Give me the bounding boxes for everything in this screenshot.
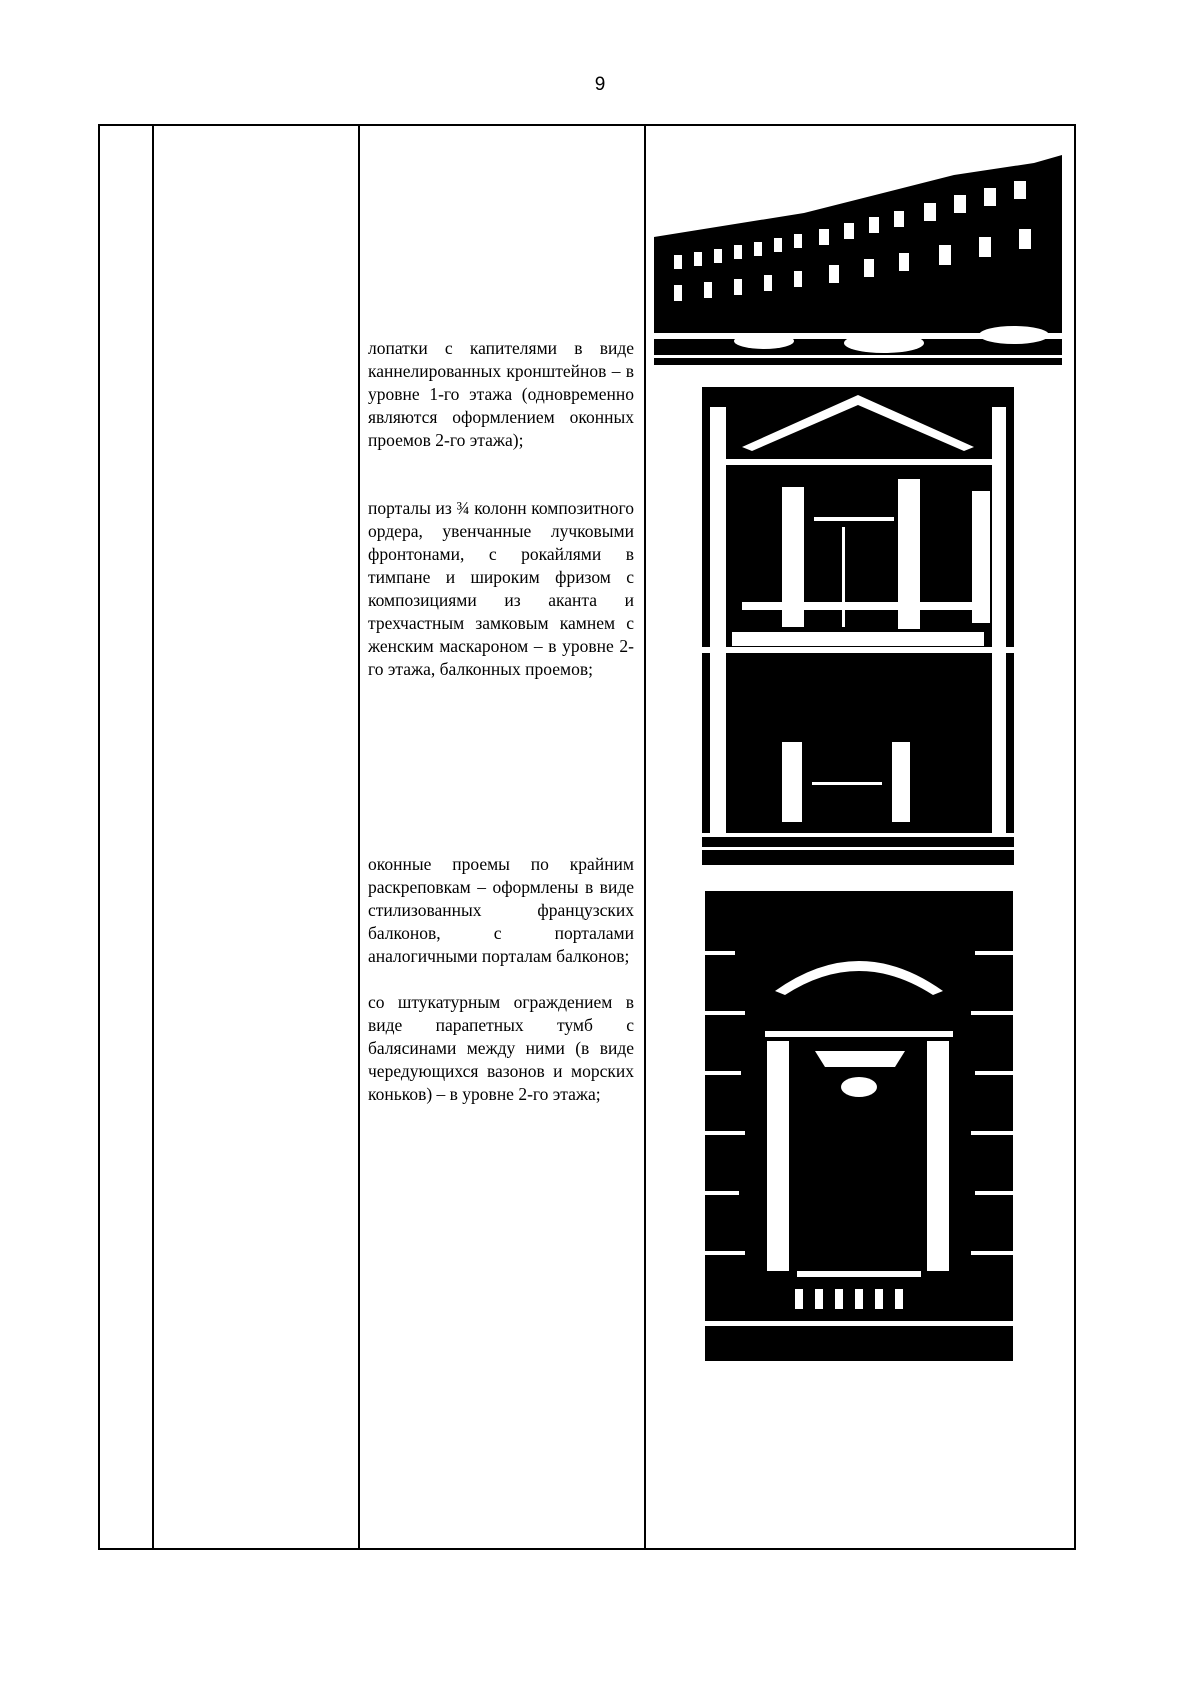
- column-divider-2: [358, 126, 360, 1548]
- column-divider-1: [152, 126, 154, 1548]
- window-balcony-photo: [705, 891, 1013, 1361]
- portals-description: порталы из ¾ колонн композитного ордера, увенчанные лучковыми фронтонами, с рокайлями в тимпане и широким фризом с композициями из аканта и трехчастным замковым камнем с женским маскароном – в уровне 2-го этажа, балконных проемов;: [368, 498, 634, 679]
- page-number: 9: [594, 74, 606, 95]
- fence-description: со штукатурным ограждением в виде парапетных тумб с балясинами между ними (в виде чередующихся вазонов и морских коньков) – в уровне 2-го этажа;: [368, 992, 634, 1104]
- building-facade-photo: [654, 155, 1062, 365]
- portal-columns-photo: [702, 387, 1014, 865]
- pilasters-description: лопатки с капителями в виде каннелированных кронштейнов – в уровне 1-го этажа (одновременно являются оформлением оконных проемов 2-го этажа);: [368, 338, 634, 450]
- windows-description: оконные проемы по крайним раскреповкам – оформлены в виде стилизованных французских балконов, с порталами аналогичными порталам балконов;: [368, 854, 634, 966]
- column-divider-3: [644, 126, 646, 1548]
